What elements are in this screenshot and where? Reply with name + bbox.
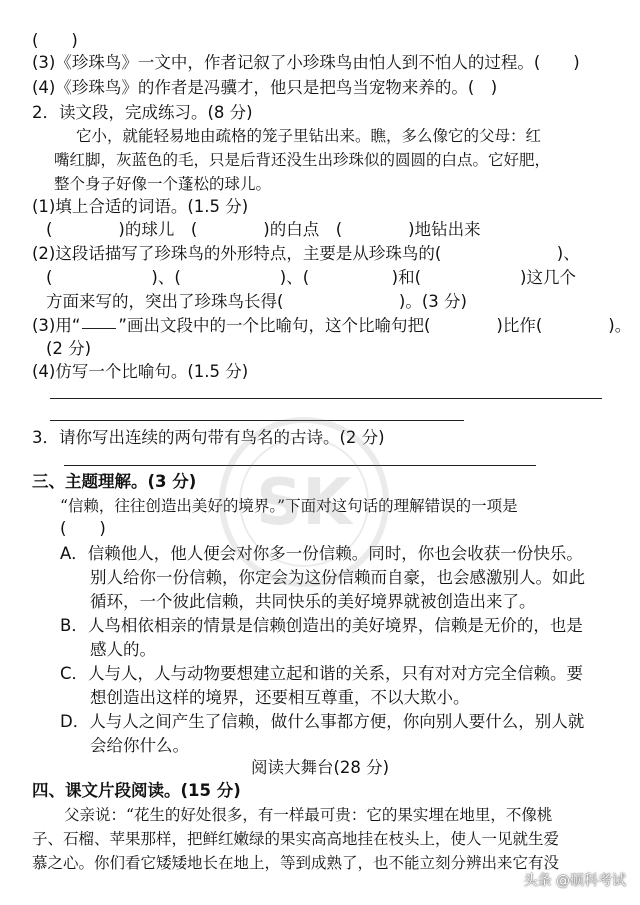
passage-line-2: 嘴红脚，灰蓝色的毛，只是后背还没生出珍珠似的圆圆的白点。它好肥， [54,151,551,169]
sub-question-2-end: 方面来写的，突出了珍珠鸟长得( )。(3 分) [46,292,467,311]
question-3-heading: 3．请你写出连续的两句带有鸟名的古诗。(2 分) [32,428,385,447]
theme-answer-bracket: ( ) [60,519,106,538]
theme-question: “信赖，往往创造出美好的境界。”下面对这句话的理解错误的一项是 [60,497,518,515]
judge-question-4: (4)《珍珠鸟》的作者是冯骥才，他只是把鸟当宠物来养的。( ) [32,78,498,97]
option-a-line-1: A．信赖他人，他人便会对你多一份信赖。同时，你也会收获一份快乐。 [60,544,583,563]
footer-source-label: 头条 @硕科考试 [523,873,626,889]
reading-passage-line-1: 父亲说：“花生的好处很多，有一样最可贵：它的果实埋在地里，不像桃 [64,806,553,824]
option-a-line-3: 循环，一个彼此信赖，共同快乐的美好境界就被创造出来了。 [90,592,536,611]
sub-question-1: (1)填上合适的词语。(1.5 分) [32,197,249,216]
option-d-line-2: 会给你什么。 [90,736,189,755]
svg-text:SK: SK [256,466,352,540]
option-b-line-2: 感人的。 [90,640,156,659]
judge-question-3: (3)《珍珠鸟》一文中，作者记叙了小珍珠鸟由怕人到不怕人的过程。( ) [32,53,580,72]
sub-question-3-score: (2 分) [46,339,92,358]
sub-question-3-rest: ”画出文段中的一个比喻句，这个比喻句把( )比作( )。 [118,316,632,335]
passage-line-3: 整个身子好像一个蓬松的球儿。 [54,175,272,193]
option-d-line-1: D．人与人之间产生了信赖，做什么事都方便，你向别人要什么，别人就 [60,712,585,731]
sub-question-2-cont: ( )、( )、( )和( )这几个 [46,268,576,287]
option-c-line-1: C．人与人，人与动物要想建立起和谐的关系，只有对对方完全信赖。要 [60,664,584,683]
reading-stage-title: 阅读大舞台(28 分) [250,758,390,777]
option-c-line-2: 想创造出这样的境界，还要相互尊重，不以大欺小。 [90,688,470,707]
answer-bracket: ( ) [32,31,78,50]
reading-passage-line-3: 慕之心。你们看它矮矮地长在地上，等到成熟了，也不能立刻分辨出来它有没 [32,854,560,872]
passage-line-1: 它小，就能轻易地由疏格的笼子里钻出来。瞧，多么像它的父母：红 [76,127,542,145]
sub-question-4: (4)仿写一个比喻句。(1.5 分) [32,362,249,381]
option-a-line-2: 别人给你一份信赖，你定会为这份信赖而自豪，也会感激别人。如此 [90,568,585,587]
question-2-heading: 2．读文段，完成练习。(8 分) [32,103,253,122]
reading-passage-line-2: 子、石榴、苹果那样，把鲜红嫩绿的果实高高地挂在枝头上，使人一见就生爱 [32,830,560,848]
section-4-heading: 四、课文片段阅读。(15 分) [32,781,241,800]
section-3-heading: 三、主题理解。(3 分) [32,472,197,491]
sub-question-3 [32,315,631,337]
underline-sample [82,328,116,329]
watermark-logo [214,412,394,592]
sub-question-3-start: (3)用“ [32,316,81,335]
answer-line-1 [50,398,602,399]
fill-blanks-row: ( )的球儿 ( )的白点 ( )地钻出来 [46,220,481,239]
option-b-line-1: B．人鸟相依相亲的情景是信赖创造出的美好境界，信赖是无价的，也是 [60,616,583,635]
sub-question-2: (2)这段话描写了珍珠鸟的外形特点，主要是从珍珠鸟的( )、 [32,244,580,263]
